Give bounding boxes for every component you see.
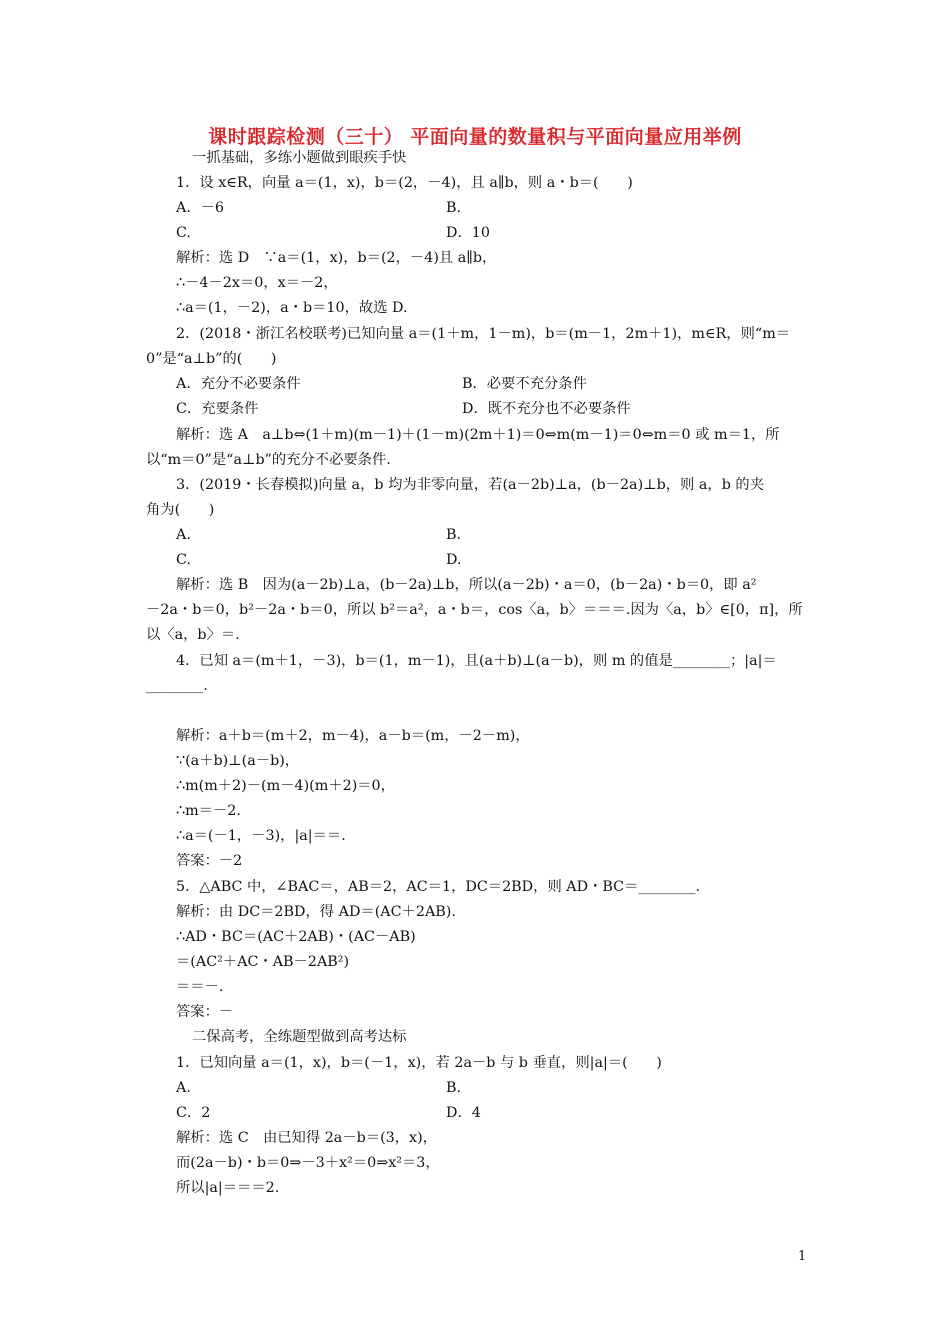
text-line — [176, 1103, 481, 1123]
text-line — [176, 575, 757, 595]
line-text: ∴a＝(－1，－3)，|a|＝＝. — [176, 828, 346, 844]
line-text: ∴m(m＋2)－(m－4)(m＋2)＝0， — [176, 778, 395, 794]
line-text: 一抓基础，多练小题做到眼疾手快 — [192, 150, 407, 166]
line-text: A．充分不必要条件 — [176, 376, 301, 392]
text-line — [176, 173, 633, 193]
line-text: C．2 — [176, 1105, 211, 1121]
line-text: 0”是“a⊥b”的( ) — [146, 351, 277, 367]
line-text: A. — [176, 527, 191, 543]
option-right: B. — [446, 200, 462, 216]
text-line — [176, 1128, 437, 1148]
text-line — [176, 826, 346, 846]
text-line — [176, 425, 780, 445]
option-right: D．4 — [446, 1105, 481, 1121]
line-text: ∴AD・BC＝(AC＋2AB)・(AC－AB) — [176, 929, 416, 945]
line-text: －2a・b＝0，b²－2a・b＝0，所以 b²＝a²，a・b＝，cos〈a，b〉＝＝＝.因为〈a，b〉∈[0，π]，所 — [146, 602, 803, 618]
text-line — [146, 500, 214, 520]
line-text: C. — [176, 225, 191, 241]
text-line — [176, 851, 242, 871]
line-text: 二保高考，全练题型做到高考达标 — [192, 1029, 407, 1045]
line-text: 解析：选 A a⊥b⇔(1＋m)(m－1)＋(1－m)(2m＋1)＝0⇔m(m－1)＝0⇔m＝0 或 m＝1，所 — [176, 427, 780, 443]
text-line — [176, 525, 462, 545]
line-text: A. — [176, 1080, 191, 1096]
text-line — [176, 651, 777, 671]
line-text: 解析：选 D ∵a＝(1，x)，b＝(2，－4)且 a∥b， — [176, 250, 497, 266]
text-line — [192, 1027, 406, 1047]
text-line — [176, 1178, 279, 1198]
line-text: 3．(2019・长春模拟)向量 a，b 均为非零向量，若(a－2b)⊥a，(b－2a)⊥b，则 a，b 的夹 — [176, 477, 765, 493]
text-line — [146, 450, 391, 470]
text-line — [146, 676, 208, 696]
text-line — [176, 550, 462, 570]
line-text: ________. — [146, 678, 208, 694]
text-line — [176, 977, 223, 997]
line-text: 解析：由 DC＝2BD，得 AD＝(AC＋2AB). — [176, 904, 456, 920]
line-text: 以“m＝0”是“a⊥b”的充分不必要条件. — [146, 452, 391, 468]
text-line — [176, 751, 299, 771]
line-text: 所以|a|＝＝＝2. — [176, 1180, 280, 1196]
line-text: ＝(AC²＋AC・AB－2AB²) — [176, 954, 350, 970]
line-text: C. — [176, 552, 191, 568]
text-line — [176, 374, 587, 394]
text-line — [176, 399, 631, 419]
text-line — [176, 475, 764, 495]
line-text: 答案：－2 — [176, 853, 243, 869]
line-text: 而(2a－b)・b＝0⇒－3＋x²＝0⇒x²＝3， — [176, 1155, 440, 1171]
line-text: C．充要条件 — [176, 401, 259, 417]
line-text: ＝＝－. — [176, 979, 224, 995]
option-right: B. — [446, 527, 462, 543]
option-right: D. — [446, 552, 462, 568]
text-line — [176, 1153, 440, 1173]
text-line — [176, 1002, 233, 1022]
text-line — [176, 198, 462, 218]
option-right: D．10 — [446, 225, 490, 241]
line-text: 角为( ) — [146, 502, 215, 518]
text-line — [176, 927, 416, 947]
text-line — [192, 148, 406, 168]
text-line — [146, 625, 240, 645]
line-text: ∴－4－2x＝0，x＝－2， — [176, 275, 338, 291]
page-title: 课时跟踪检测（三十） 平面向量的数量积与平面向量应用举例 — [208, 126, 742, 148]
text-line — [146, 349, 277, 369]
line-text: 5．△ABC 中，∠BAC＝，AB＝2，AC＝1，DC＝2BD，则 AD・BC＝________. — [176, 879, 701, 895]
line-text: 解析：选 B 因为(a－2b)⊥a，(b－2a)⊥b，所以(a－2b)・a＝0，(b－2a)・b＝0，即 a² — [176, 577, 757, 593]
text-line — [176, 248, 496, 268]
text-line — [176, 726, 530, 746]
text-line — [176, 952, 349, 972]
option-right: B. — [446, 1080, 462, 1096]
page-number: 1 — [798, 1249, 807, 1264]
line-text: A．－6 — [176, 200, 225, 216]
text-line — [176, 801, 241, 821]
text-line — [176, 298, 408, 318]
line-text: ∴m＝－2. — [176, 803, 241, 819]
option-right: B．必要不充分条件 — [462, 376, 587, 392]
text-line — [176, 902, 456, 922]
line-text: 解析：a＋b＝(m＋2，m－4)，a－b＝(m，－2－m)， — [176, 728, 530, 744]
text-line — [176, 324, 790, 344]
line-text: ∴a＝(1，－2)，a・b＝10，故选 D. — [176, 300, 408, 316]
text-line — [176, 877, 700, 897]
line-text: 解析：选 C 由已知得 2a－b＝(3，x)， — [176, 1130, 437, 1146]
text-line — [176, 1053, 662, 1073]
option-right: D．既不充分也不必要条件 — [462, 401, 631, 417]
line-text: 1．已知向量 a＝(1，x)，b＝(－1，x)，若 2a－b 与 b 垂直，则|a|＝( ) — [176, 1055, 662, 1071]
line-text: 4．已知 a＝(m＋1，－3)，b＝(1，m－1)，且(a＋b)⊥(a－b)，则 m 的值是________；|a|＝ — [176, 653, 777, 669]
line-text: 答案：－ — [176, 1004, 234, 1020]
text-line — [176, 1078, 462, 1098]
text-line — [176, 273, 338, 293]
text-line — [176, 223, 490, 243]
text-line — [146, 600, 803, 620]
line-text: 1．设 x∈R，向量 a＝(1，x)，b＝(2，－4)，且 a∥b，则 a・b＝( ) — [176, 175, 633, 191]
line-text: 2．(2018・浙江名校联考)已知向量 a＝(1＋m，1－m)，b＝(m－1，2m＋1)，m∈R，则“m＝ — [176, 326, 791, 342]
line-text: 以〈a，b〉＝. — [146, 627, 240, 643]
line-text: ∵(a＋b)⊥(a－b)， — [176, 753, 300, 769]
text-line — [176, 776, 395, 796]
